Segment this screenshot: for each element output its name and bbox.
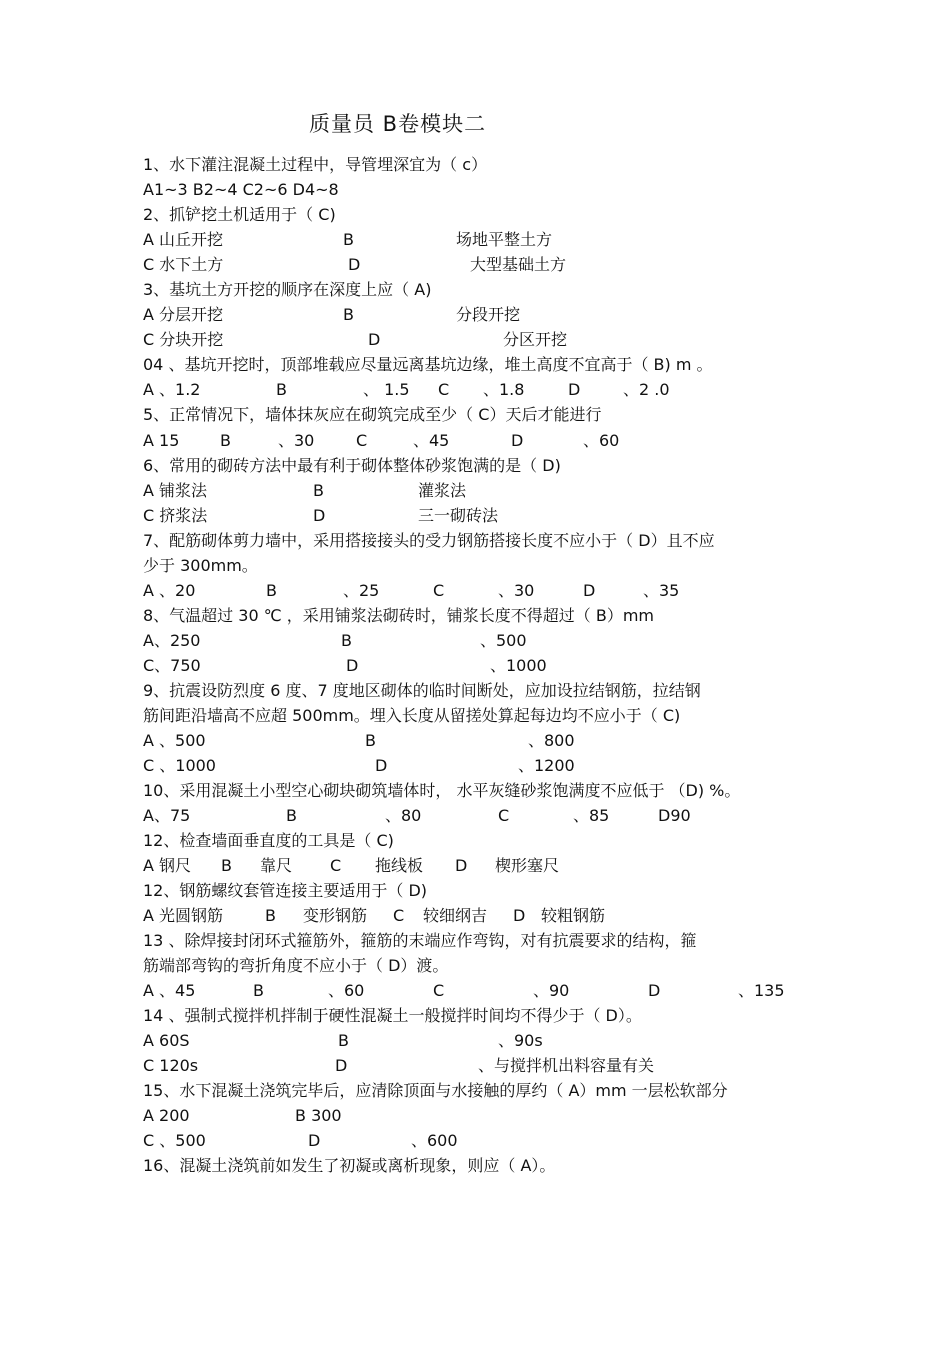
text-segment: B [365, 731, 376, 750]
text-segment: 9、抗震设防烈度 6 度、7 度地区砌体的临时间断处，应加设拉结钢筋，拉结钢 [143, 681, 701, 700]
text-segment: A 铺浆法 [143, 481, 208, 500]
text-segment: D [368, 330, 381, 349]
text-segment: 、1000 [490, 656, 547, 675]
text-segment: D [513, 906, 526, 925]
text-segment: 、85 [573, 806, 610, 825]
text-segment: 、与搅拌机出料容量有关 [478, 1056, 655, 1075]
text-segment: C [498, 806, 510, 825]
text-segment: C 120s [143, 1056, 199, 1075]
text-segment: 大型基础土方 [470, 255, 567, 274]
text-segment: 5、正常情况下，墙体抹灰应在砌筑完成至少（ C）天后才能进行 [143, 405, 602, 424]
text-segment: 6、常用的砌砖方法中最有利于砌体整体砂浆饱满的是（ D) [143, 456, 561, 475]
text-segment: 1、水下灌注混凝土过程中，导管埋深宜为（ c） [143, 155, 488, 174]
text-segment: 较粗钢筋 [541, 906, 606, 925]
text-segment: 、800 [528, 731, 575, 750]
text-segment: 、500 [480, 631, 527, 650]
text-segment: A 、1.2 [143, 380, 201, 399]
text-segment: 、 1.5 [363, 380, 410, 399]
text-segment: C 分块开挖 [143, 330, 224, 349]
text-segment: D [313, 506, 326, 525]
text-segment: D90 [658, 806, 691, 825]
text-segment: A 200 [143, 1106, 190, 1125]
text-segment: 靠尺 [260, 856, 293, 875]
text-segment: A 光圆钢筋 [143, 906, 224, 925]
text-segment: C [330, 856, 342, 875]
text-segment: B [338, 1031, 349, 1050]
text-segment: 7、配筋砌体剪力墙中，采用搭接接头的受力钢筋搭接长度不应小于（ D）且不应 [143, 531, 715, 550]
text-segment: A、75 [143, 806, 191, 825]
text-segment: A 、500 [143, 731, 206, 750]
text-segment: B [341, 631, 352, 650]
text-segment: B [265, 906, 276, 925]
text-segment: 、135 [738, 981, 785, 1000]
text-segment: 场地平整土方 [456, 230, 553, 249]
text-segment: 、80 [385, 806, 422, 825]
text-segment: C、750 [143, 656, 201, 675]
text-segment: A 、45 [143, 981, 196, 1000]
text-segment: 、45 [413, 431, 450, 450]
text-segment: 三一砌砖法 [418, 506, 499, 525]
text-segment: C 水下土方 [143, 255, 224, 274]
text-segment: C [356, 431, 368, 450]
text-segment: 、35 [643, 581, 680, 600]
text-segment: 变形钢筋 [303, 906, 368, 925]
text-segment: B 300 [295, 1106, 342, 1125]
text-segment: D [348, 255, 361, 274]
text-segment: 04 、基坑开挖时，顶部堆载应尽量远离基坑边缘，堆土高度不宜高于（ B) m 。 [143, 355, 713, 374]
text-segment: C 挤浆法 [143, 506, 208, 525]
text-segment: C [433, 581, 445, 600]
text-segment: 、600 [411, 1131, 458, 1150]
text-segment: C 、1000 [143, 756, 216, 775]
text-segment: 3、基坑土方开挖的顺序在深度上应（ A) [143, 280, 432, 299]
text-segment: D [346, 656, 359, 675]
text-segment: 13 、除焊接封闭环式箍筋外，箍筋的末端应作弯钩，对有抗震要求的结构，箍 [143, 931, 697, 950]
text-segment: A 15 [143, 431, 180, 450]
text-segment: D [583, 581, 596, 600]
text-segment: A 分层开挖 [143, 305, 224, 324]
text-segment: B [343, 230, 354, 249]
text-segment: 、60 [583, 431, 620, 450]
text-segment: B [313, 481, 324, 500]
text-segment: C [438, 380, 450, 399]
text-segment: A1~3 B2~4 C2~6 D4~8 [143, 180, 339, 199]
text-segment: 、30 [278, 431, 315, 450]
text-segment: B [266, 581, 277, 600]
text-segment: 15、水下混凝土浇筑完毕后，应清除顶面与水接触的厚约（ A）mm 一层松软部分 [143, 1081, 728, 1100]
text-segment: 、2 .0 [623, 380, 670, 399]
text-segment: A 山丘开挖 [143, 230, 224, 249]
text-segment: 拖线板 [375, 856, 424, 875]
text-segment: 、30 [498, 581, 535, 600]
text-segment: 分区开挖 [503, 330, 568, 349]
text-segment: D [308, 1131, 321, 1150]
text-segment: A 钢尺 [143, 856, 192, 875]
text-segment: B [221, 856, 232, 875]
text-segment: B [276, 380, 287, 399]
text-segment: 、90s [498, 1031, 543, 1050]
document-title: 质量员 B卷模块二 [309, 112, 487, 136]
text-segment: 、1200 [518, 756, 575, 775]
text-segment: 楔形塞尺 [495, 856, 560, 875]
text-segment: 、90 [533, 981, 570, 1000]
text-segment: 12、钢筋螺纹套管连接主要适用于（ D) [143, 881, 428, 900]
text-segment: A 、20 [143, 581, 196, 600]
text-segment: D [648, 981, 661, 1000]
text-segment: C 、500 [143, 1131, 206, 1150]
text-segment: C [433, 981, 445, 1000]
text-segment: A 60S [143, 1031, 190, 1050]
text-segment: 、25 [343, 581, 380, 600]
text-segment: B [220, 431, 231, 450]
text-segment: 分段开挖 [456, 305, 521, 324]
text-segment: 筋间距沿墙高不应超 500mm。埋入长度从留搓处算起每边均不应小于（ C) [143, 706, 681, 725]
text-segment: 14 、强制式搅拌机拌制于硬性混凝土一般搅拌时间均不得少于（ D）。 [143, 1006, 642, 1025]
text-segment: B [286, 806, 297, 825]
text-segment: 较细纲吉 [423, 906, 488, 925]
text-segment: D [375, 756, 388, 775]
text-segment: 灌浆法 [418, 481, 467, 500]
text-segment: 少于 300mm。 [143, 556, 258, 575]
text-segment: 筋端部弯钩的弯折角度不应小于（ D）渡。 [143, 956, 449, 975]
text-segment: D [568, 380, 581, 399]
text-segment: 、60 [328, 981, 365, 1000]
text-segment: D [335, 1056, 348, 1075]
text-segment: 、1.8 [483, 380, 525, 399]
text-segment: D [455, 856, 468, 875]
text-segment: D [511, 431, 524, 450]
text-segment: C [393, 906, 405, 925]
text-segment: A、250 [143, 631, 201, 650]
text-segment: B [343, 305, 354, 324]
text-segment: 12、检查墙面垂直度的工具是（ C) [143, 831, 394, 850]
text-segment: 16、混凝土浇筑前如发生了初凝或离析现象，则应（ A）。 [143, 1156, 556, 1175]
text-segment: 2、抓铲挖土机适用于（ C) [143, 205, 336, 224]
text-segment: 10、采用混凝土小型空心砌块砌筑墙体时， 水平灰缝砂浆饱满度不应低于 （D) %。 [143, 781, 741, 800]
text-segment: 8、气温超过 30 ℃ ，采用铺浆法砌砖时，铺浆长度不得超过（ B）mm [143, 606, 655, 625]
text-segment: B [253, 981, 264, 1000]
